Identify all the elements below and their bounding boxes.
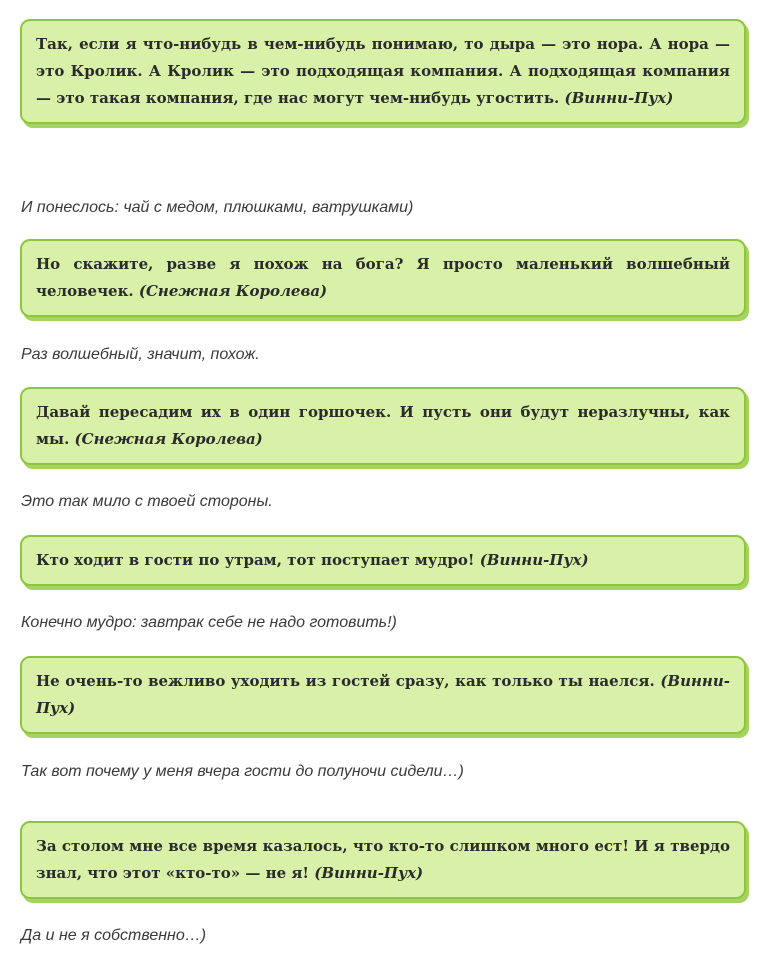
- comment-text: Это так мило с твоей стороны.: [21, 493, 273, 510]
- comment-text: Конечно мудро: завтрак себе не надо готовить!): [21, 614, 397, 631]
- quote-author: (Винни-Пух): [564, 89, 674, 107]
- quote-author: (Снежная Королева): [138, 282, 328, 300]
- quote-box: [20, 387, 746, 465]
- quote-text: Не очень-то вежливо уходить из гостей сразу, как только ты наелся.: [36, 672, 655, 690]
- quote-author: (Винни-Пух): [479, 551, 589, 569]
- quote-box: [20, 239, 746, 317]
- quote-text: Кто ходит в гости по утрам, тот поступает мудро!: [36, 551, 475, 569]
- quote-text: Но скажите, разве я похож на бога? Я просто маленький волшебный человечек.: [36, 255, 730, 300]
- quote-box: [20, 656, 746, 734]
- quote-box: [20, 821, 746, 899]
- quote-author: (Снежная Королева): [74, 430, 263, 448]
- quote-text: Давай пересадим их в один горшочек. И пусть они будут неразлучны, как мы.: [36, 403, 730, 448]
- quote-text: Так, если я что-нибудь в чем-нибудь понимаю, то дыра — это нора. А нора — это Кролик. А Кролик — это подходящая компания. А подходящая компания — это такая компания, где нас могут чем-нибудь угостить.: [36, 35, 730, 107]
- comment-text: И понеслось: чай с медом, плюшками, ватрушками): [21, 199, 414, 216]
- quote-text: За столом мне все время казалось, что кто-то слишком много ест! И я твердо знал, что этот «кто-то» — не я!: [36, 837, 730, 882]
- quote-box: [20, 535, 746, 586]
- comment-text: Так вот почему у меня вчера гости до полуночи сидели…): [21, 763, 464, 780]
- quote-box: [20, 19, 746, 124]
- quote-author: (Винни-Пух): [314, 864, 424, 882]
- quote-author: (Винни-Пух): [36, 672, 730, 717]
- comment-text: Раз волшебный, значит, похож.: [21, 346, 260, 363]
- comment-text: Да и не я собственно…): [21, 927, 207, 944]
